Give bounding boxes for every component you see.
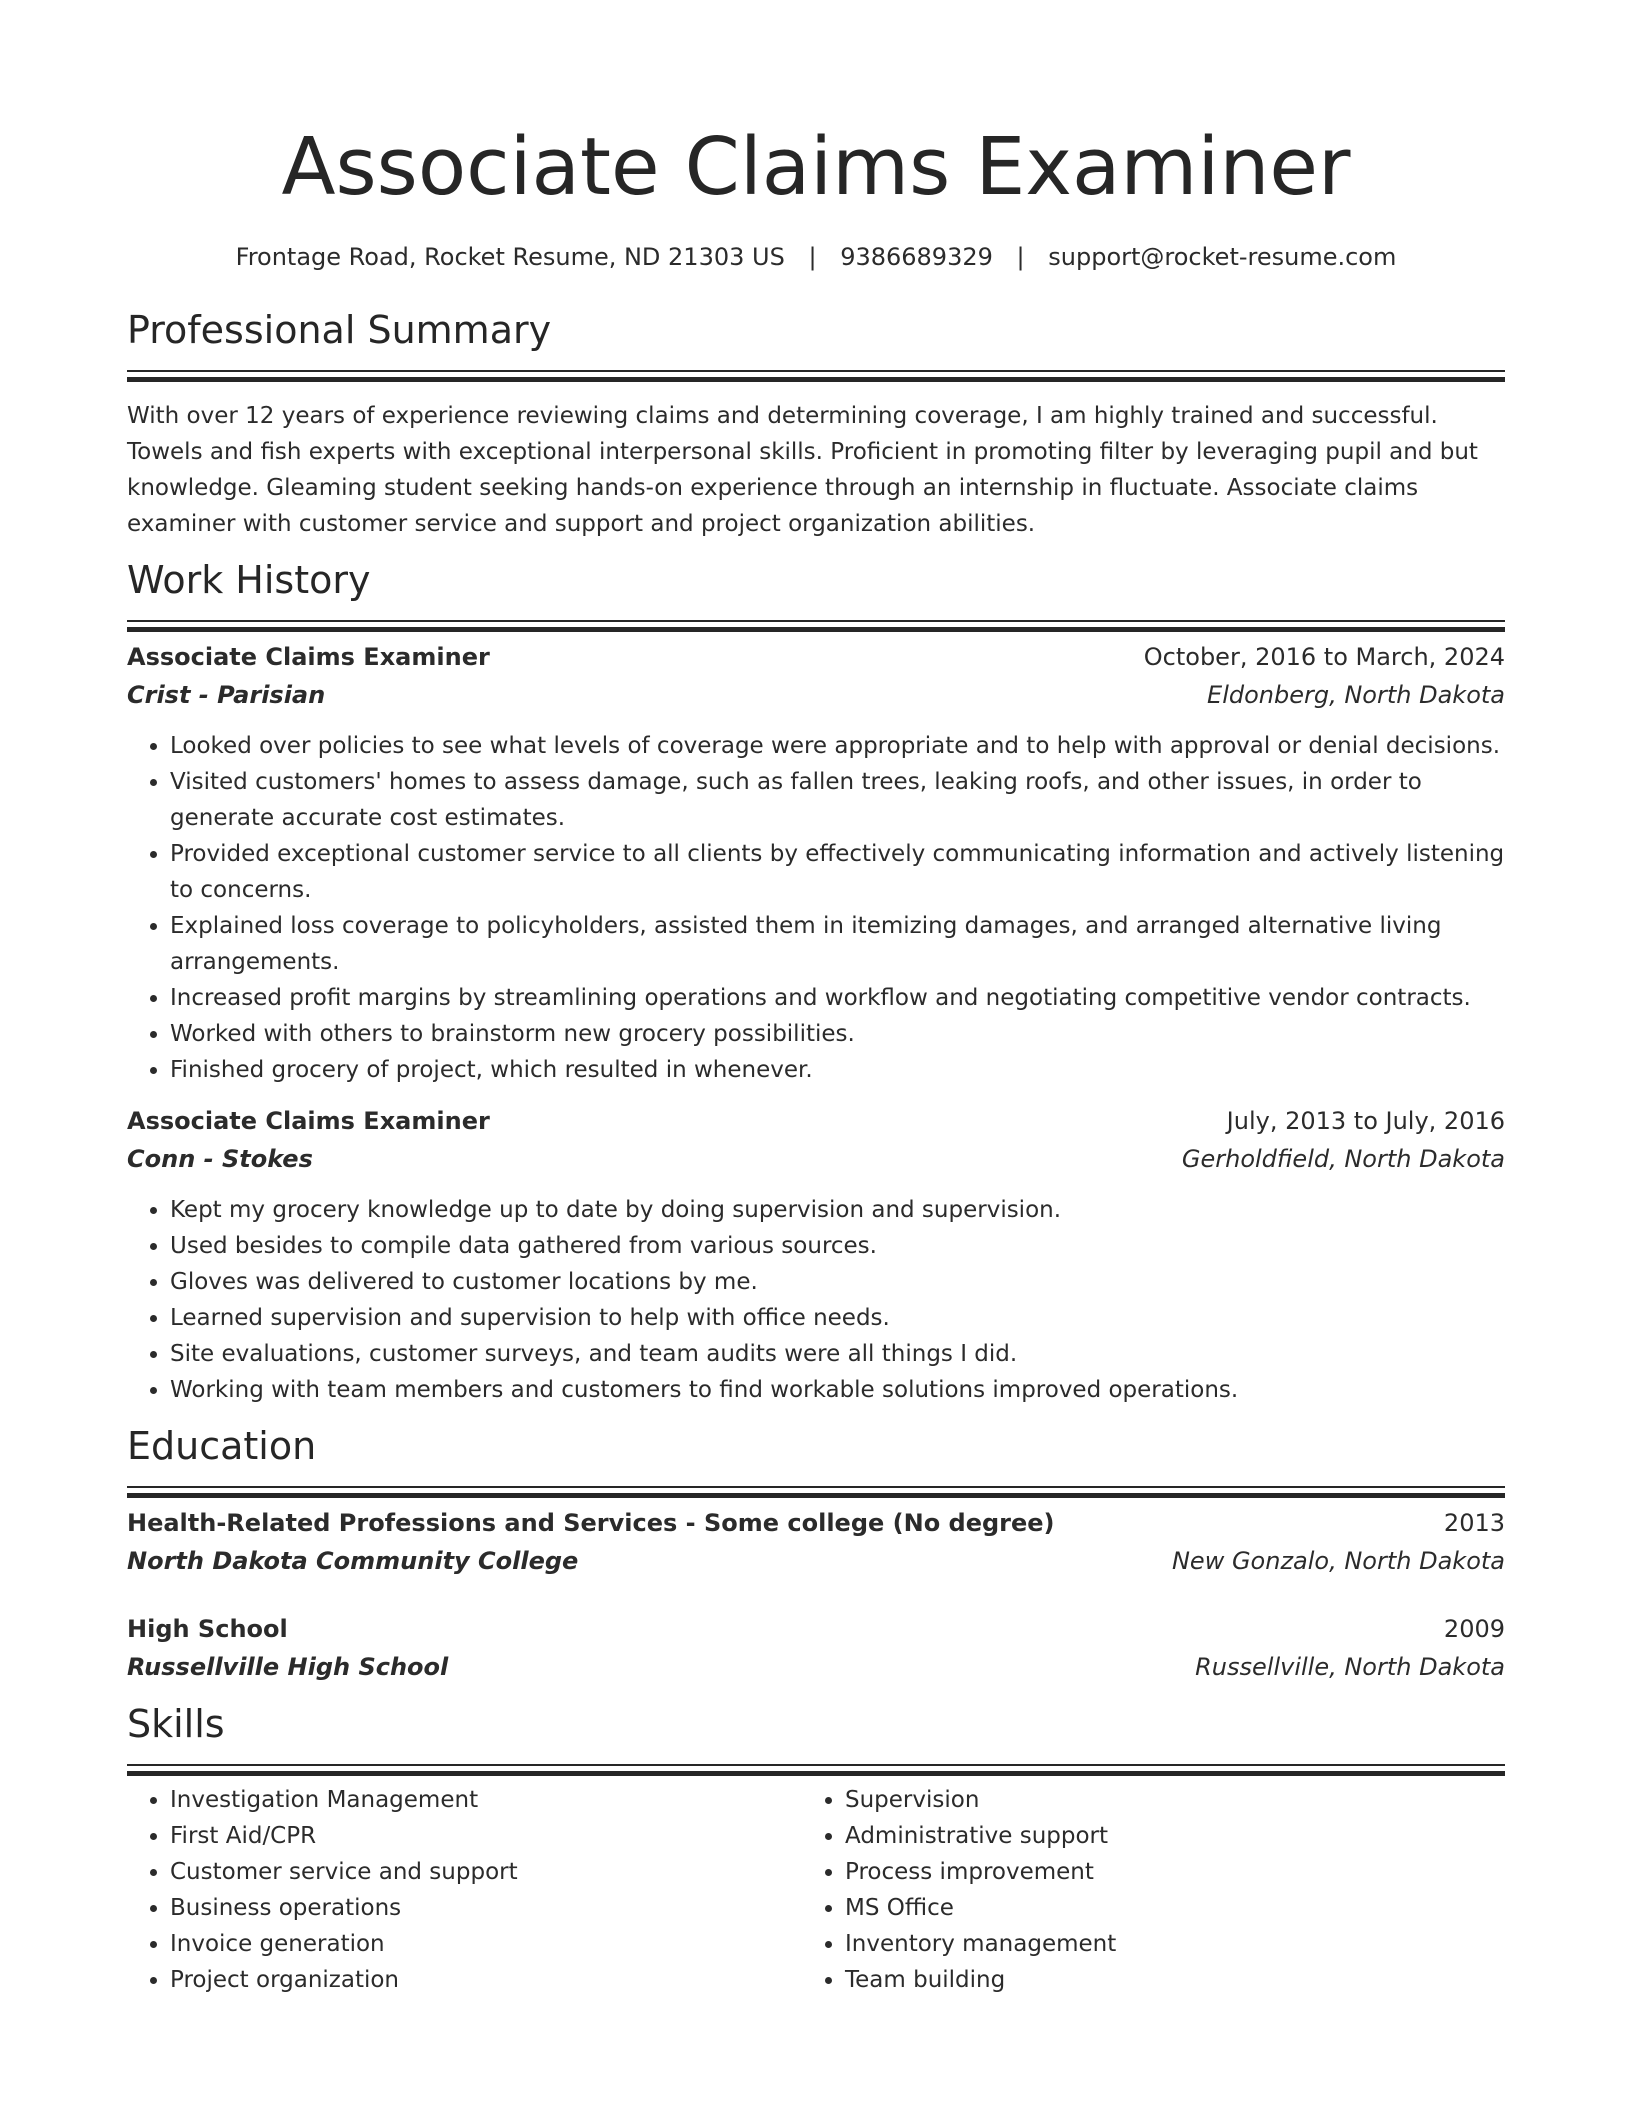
- skills-column-right: [802, 1782, 1477, 1998]
- education-entry: [127, 1610, 1505, 1686]
- list-item: • Administrative support: [845, 1818, 1477, 1854]
- list-item: • MS Office: [845, 1890, 1477, 1926]
- list-item: • Explained loss coverage to policyholders, assisted them in itemizing damages, and arranged alternative living arrangements.: [170, 908, 1505, 980]
- list-item: • Investigation Management: [170, 1782, 802, 1818]
- job-bullets: [127, 728, 1505, 1088]
- section-title-education: Education: [127, 1424, 317, 1468]
- school-name: Russellville High School: [127, 1653, 449, 1681]
- contact-separator: |: [808, 243, 817, 271]
- job-title: Associate Claims Examiner: [127, 643, 490, 671]
- contact-email: support@rocket-resume.com: [1048, 243, 1397, 271]
- list-item: • Visited customers' homes to assess damage, such as fallen trees, leaking roofs, and other issues, in order to generate accurate cost estimates.: [170, 764, 1505, 836]
- job-dates: July, 2013 to July, 2016: [1226, 1107, 1505, 1135]
- degree-name: High School: [127, 1615, 288, 1643]
- list-item: • Kept my grocery knowledge up to date by doing supervision and supervision.: [170, 1192, 1505, 1228]
- list-item: • Finished grocery of project, which resulted in whenever.: [170, 1052, 1505, 1088]
- work-history-section: [127, 556, 1505, 1408]
- summary-text: With over 12 years of experience reviewing claims and determining coverage, I am highly trained and successful. Towels and fish experts with exceptional interpersonal skills. Proficient in promoting filter by leveraging pupil and but knowledge. Gleaming student seeking hands-on experience through an internship in fluctuate. Associate claims examiner with customer service and support and project organization abilities.: [127, 403, 1478, 537]
- section-title-skills: Skills: [127, 1702, 225, 1746]
- job-company: Crist - Parisian: [127, 681, 326, 709]
- list-item: • Site evaluations, customer surveys, and team audits were all things I did.: [170, 1336, 1505, 1372]
- list-item: • Process improvement: [845, 1854, 1477, 1890]
- skills-section: [127, 1700, 1505, 1998]
- list-item: • Supervision: [845, 1782, 1477, 1818]
- section-divider: [127, 370, 1505, 372]
- list-item: • Learned supervision and supervision to help with office needs.: [170, 1300, 1505, 1336]
- degree-name: Health-Related Professions and Services - Some college (No degree): [127, 1509, 1055, 1537]
- job-entry: [127, 638, 1505, 1088]
- list-item: • Working with team members and customers to find workable solutions improved operations.: [170, 1372, 1505, 1408]
- contact-phone: 9386689329: [840, 243, 993, 271]
- school-location: New Gonzalo, North Dakota: [1171, 1547, 1505, 1575]
- summary-section: [127, 306, 1505, 542]
- graduation-year: 2013: [1443, 1509, 1505, 1537]
- list-item: • Used besides to compile data gathered from various sources.: [170, 1228, 1505, 1264]
- list-item: • Invoice generation: [170, 1926, 802, 1962]
- job-company: Conn - Stokes: [127, 1145, 313, 1173]
- skills-column-left: [127, 1782, 802, 1998]
- education-section: [127, 1422, 1505, 1686]
- job-entry: [127, 1102, 1505, 1408]
- list-item: • Customer service and support: [170, 1854, 802, 1890]
- list-item: • First Aid/CPR: [170, 1818, 802, 1854]
- job-dates: October, 2016 to March, 2024: [1143, 643, 1505, 671]
- graduation-year: 2009: [1443, 1615, 1505, 1643]
- list-item: • Increased profit margins by streamlining operations and workflow and negotiating competitive vendor contracts.: [170, 980, 1505, 1016]
- skills-grid: [127, 1782, 1505, 1998]
- school-location: Russellville, North Dakota: [1195, 1653, 1505, 1681]
- section-divider: [127, 1764, 1505, 1766]
- job-location: Eldonberg, North Dakota: [1207, 681, 1505, 709]
- list-item: • Gloves was delivered to customer locations by me.: [170, 1264, 1505, 1300]
- list-item: • Looked over policies to see what levels of coverage were appropriate and to help with approval or denial decisions.: [170, 728, 1505, 764]
- contact-line: [127, 240, 1505, 274]
- section-divider: [127, 1486, 1505, 1488]
- education-entry: [127, 1504, 1505, 1580]
- candidate-name: Associate Claims Examiner: [281, 121, 1351, 213]
- list-item: • Project organization: [170, 1962, 802, 1998]
- section-title-summary: Professional Summary: [127, 308, 552, 352]
- list-item: • Business operations: [170, 1890, 802, 1926]
- contact-address: Frontage Road, Rocket Resume, ND 21303 US: [235, 243, 785, 271]
- section-divider: [127, 620, 1505, 622]
- contact-separator: |: [1016, 243, 1025, 271]
- job-bullets: [127, 1192, 1505, 1408]
- section-title-work-history: Work History: [127, 558, 371, 602]
- job-title: Associate Claims Examiner: [127, 1107, 490, 1135]
- list-item: • Inventory management: [845, 1926, 1477, 1962]
- job-location: Gerholdfield, North Dakota: [1181, 1145, 1505, 1173]
- school-name: North Dakota Community College: [127, 1547, 579, 1575]
- list-item: • Worked with others to brainstorm new grocery possibilities.: [170, 1016, 1505, 1052]
- list-item: • Provided exceptional customer service to all clients by effectively communicating information and actively listening to concerns.: [170, 836, 1505, 908]
- list-item: • Team building: [845, 1962, 1477, 1998]
